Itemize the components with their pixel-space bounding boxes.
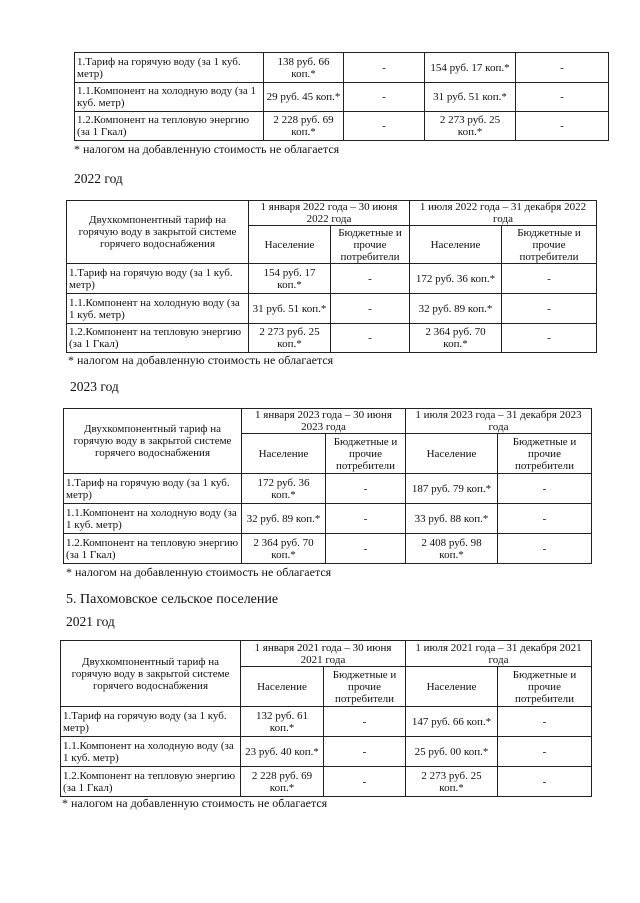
dash-cell: - <box>326 504 406 534</box>
header-budget: Бюджетные и прочие потребители <box>326 434 406 474</box>
price-cell: 31 руб. 51 коп.* <box>425 83 516 112</box>
price-cell: 31 руб. 51 коп.* <box>249 294 331 324</box>
table-row <box>67 324 597 353</box>
table-row <box>67 294 597 324</box>
row-label: 1.2.Компонент на тепловую энергию (за 1 Гкал) <box>64 534 242 564</box>
footnote: * налогом на добавленную стоимость не облагается <box>74 142 340 156</box>
header-period-1: 1 января 2023 года – 30 июня 2023 года <box>242 409 406 434</box>
table-row <box>61 737 592 767</box>
dash-cell: - <box>498 767 592 797</box>
footnote: * налогом на добавленную стоимость не облагается <box>62 796 328 810</box>
price-cell: 32 руб. 89 коп.* <box>242 504 326 534</box>
price-cell: 25 руб. 00 коп.* <box>406 737 498 767</box>
table-row <box>64 534 592 564</box>
header-period-2: 1 июля 2021 года – 31 декабря 2021 года <box>406 641 592 667</box>
row-label: 1.1.Компонент на холодную воду (за 1 куб. метр) <box>64 504 242 534</box>
header-period-2: 1 июля 2023 года – 31 декабря 2023 года <box>406 409 592 434</box>
price-cell: 32 руб. 89 коп.* <box>410 294 502 324</box>
dash-cell: - <box>502 294 597 324</box>
table-2023 <box>63 408 592 564</box>
header-tariff-name: Двухкомпонентный тариф на горячую воду в закрытой системе горячего водоснабжения <box>64 409 242 474</box>
row-label: 1.Тариф на горячую воду (за 1 куб. метр) <box>67 264 249 294</box>
row-label: 1.2.Компонент на тепловую энергию (за 1 Гкал) <box>61 767 241 797</box>
header-budget: Бюджетные и прочие потребители <box>324 667 406 707</box>
dash-cell: - <box>502 264 597 294</box>
price-cell: 23 руб. 40 коп.* <box>241 737 324 767</box>
header-tariff-name: Двухкомпонентный тариф на горячую воду в закрытой системе горячего водоснабжения <box>61 641 241 707</box>
dash-cell: - <box>516 83 609 112</box>
row-label: 1.Тариф на горячую воду (за 1 куб. метр) <box>61 707 241 737</box>
table-header-row <box>67 201 597 226</box>
row-label: 1.2.Компонент на тепловую энергию (за 1 Гкал) <box>67 324 249 353</box>
year-title-2023: 2023 год <box>70 379 119 394</box>
footnote: * налогом на добавленную стоимость не облагается <box>68 353 334 367</box>
price-cell: 172 руб. 36 коп.* <box>242 474 326 504</box>
price-cell: 2 273 руб. 25 коп.* <box>406 767 498 797</box>
price-cell: 154 руб. 17 коп.* <box>249 264 331 294</box>
dash-cell: - <box>324 737 406 767</box>
dash-cell: - <box>498 737 592 767</box>
table-row <box>64 474 592 504</box>
price-cell: 33 руб. 88 коп.* <box>406 504 498 534</box>
header-period-1: 1 января 2021 года – 30 июня 2021 года <box>241 641 406 667</box>
header-budget: Бюджетные и прочие потребители <box>498 434 592 474</box>
dash-cell: - <box>344 83 425 112</box>
price-cell: 132 руб. 61 коп.* <box>241 707 324 737</box>
price-cell: 2 364 руб. 70 коп.* <box>242 534 326 564</box>
header-population: Население <box>406 434 498 474</box>
dash-cell: - <box>331 324 410 353</box>
dash-cell: - <box>498 534 592 564</box>
price-cell: 29 руб. 45 коп.* <box>264 83 344 112</box>
header-budget: Бюджетные и прочие потребители <box>502 226 597 264</box>
dash-cell: - <box>344 53 425 83</box>
table-row <box>75 53 609 83</box>
dash-cell: - <box>324 767 406 797</box>
header-population: Население <box>241 667 324 707</box>
year-title-2021: 2021 год <box>66 614 115 629</box>
header-budget: Бюджетные и прочие потребители <box>498 667 592 707</box>
dash-cell: - <box>498 707 592 737</box>
table-row <box>61 767 592 797</box>
table-top <box>74 52 609 141</box>
footnote: * налогом на добавленную стоимость не облагается <box>66 565 332 579</box>
table-row <box>67 264 597 294</box>
header-population: Население <box>249 226 331 264</box>
dash-cell: - <box>326 534 406 564</box>
table-row <box>61 707 592 737</box>
price-cell: 172 руб. 36 коп.* <box>410 264 502 294</box>
dash-cell: - <box>344 112 425 141</box>
row-label: 1.Тариф на горячую воду (за 1 куб. метр) <box>75 53 264 83</box>
header-population: Население <box>410 226 502 264</box>
table-2022 <box>66 200 597 353</box>
dash-cell: - <box>331 294 410 324</box>
price-cell: 2 273 руб. 25 коп.* <box>425 112 516 141</box>
year-title-2022: 2022 год <box>74 171 123 186</box>
dash-cell: - <box>516 53 609 83</box>
header-period-2: 1 июля 2022 года – 31 декабря 2022 года <box>410 201 597 226</box>
dash-cell: - <box>516 112 609 141</box>
price-cell: 2 273 руб. 25 коп.* <box>249 324 331 353</box>
dash-cell: - <box>324 707 406 737</box>
table-header-row <box>61 641 592 667</box>
dash-cell: - <box>502 324 597 353</box>
row-label: 1.1.Компонент на холодную воду (за 1 куб. метр) <box>67 294 249 324</box>
section-title: 5. Пахомовское сельское поселение <box>66 592 279 607</box>
row-label: 1.Тариф на горячую воду (за 1 куб. метр) <box>64 474 242 504</box>
header-tariff-name: Двухкомпонентный тариф на горячую воду в закрытой системе горячего водоснабжения <box>67 201 249 264</box>
header-population: Население <box>242 434 326 474</box>
row-label: 1.1.Компонент на холодную воду (за 1 куб. метр) <box>75 83 264 112</box>
price-cell: 2 228 руб. 69 коп.* <box>264 112 344 141</box>
price-cell: 187 руб. 79 коп.* <box>406 474 498 504</box>
row-label: 1.2.Компонент на тепловую энергию (за 1 Гкал) <box>75 112 264 141</box>
dash-cell: - <box>498 504 592 534</box>
header-period-1: 1 января 2022 года – 30 июня 2022 года <box>249 201 410 226</box>
table-header-row <box>64 409 592 434</box>
dash-cell: - <box>331 264 410 294</box>
table-row <box>75 83 609 112</box>
price-cell: 2 408 руб. 98 коп.* <box>406 534 498 564</box>
price-cell: 138 руб. 66 коп.* <box>264 53 344 83</box>
price-cell: 2 364 руб. 70 коп.* <box>410 324 502 353</box>
table-row <box>64 504 592 534</box>
dash-cell: - <box>326 474 406 504</box>
row-label: 1.1.Компонент на холодную воду (за 1 куб. метр) <box>61 737 241 767</box>
table-row <box>75 112 609 141</box>
header-budget: Бюджетные и прочие потребители <box>331 226 410 264</box>
header-population: Население <box>406 667 498 707</box>
dash-cell: - <box>498 474 592 504</box>
table-2021 <box>60 640 592 797</box>
price-cell: 147 руб. 66 коп.* <box>406 707 498 737</box>
price-cell: 154 руб. 17 коп.* <box>425 53 516 83</box>
price-cell: 2 228 руб. 69 коп.* <box>241 767 324 797</box>
